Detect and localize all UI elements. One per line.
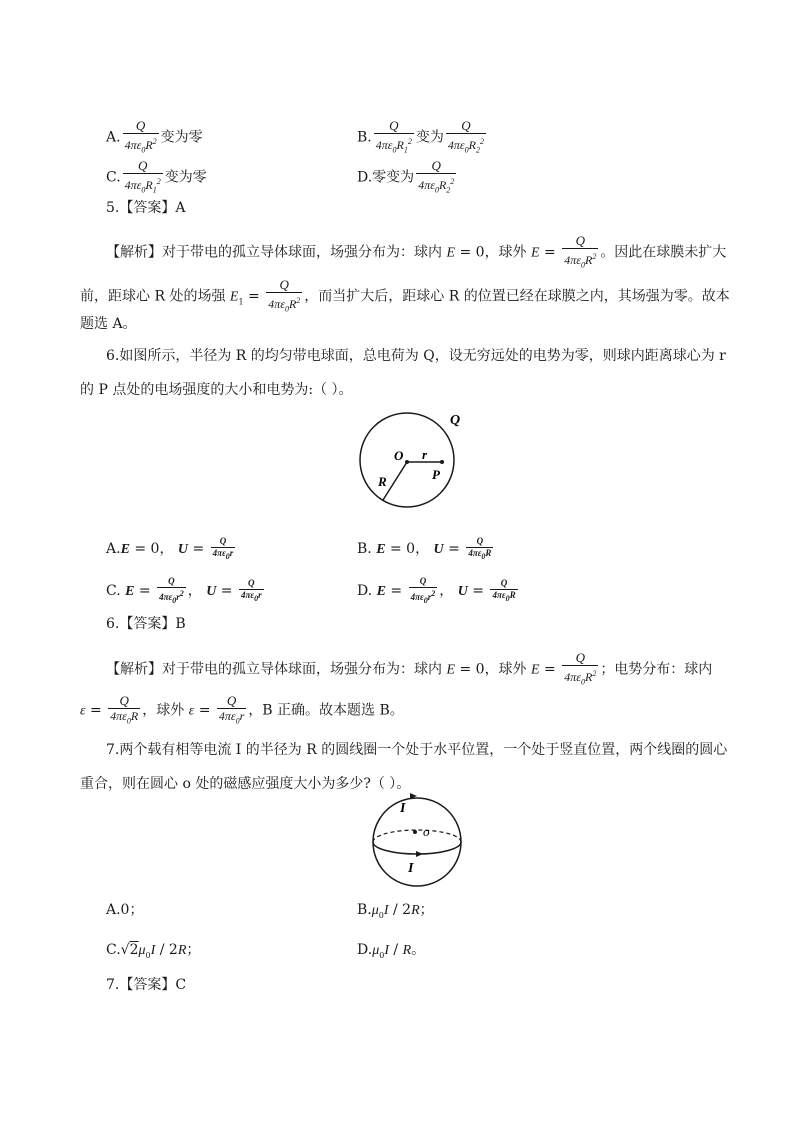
q6-option-b: B. E = 0， U = $\frac{Q}{4\pi\varepsilon_0R}$ — [357, 536, 492, 561]
q5-analysis-line-3: 题选 A。 — [80, 316, 137, 332]
q6-option-a: A.E = 0， U = $\frac{Q}{4\pi\varepsilon_0r}$ — [106, 536, 234, 561]
q6-option-c: C. E = $\frac{Q}{4\pi\varepsilon_0r^2}$ ， U = $\frac{Q}{4\pi\varepsilon_0r}$ — [106, 576, 262, 605]
horizontal-coil-back — [373, 830, 461, 842]
q7-option-d: $D.\mu_0I$ / R。 — [357, 942, 426, 960]
q6-analysis-line-2: ε = $\frac{Q}{4\pi\varepsilon_0R}$ ，球外 ε = $\frac{Q}{4\pi\varepsilon_0r}$ ，B 正确。故本题选 B。 — [80, 693, 404, 728]
q6-analysis-line-1: 【解析】对于带电的孤立导体球面，场强分布为：球内 E = 0，球外 E = $\frac{Q}{4\pi\varepsilon_0R^2}$ ；电势分布：球内 — [106, 650, 712, 689]
q7-option-b: $B.\mu_0I / 2R$； — [357, 902, 434, 920]
q5-option-b: B. $\frac{Q}{4\pi\varepsilon_0R_1^2}$ 变为 $\frac{Q}{4\pi\varepsilon_0R_2^2}$ — [357, 118, 488, 157]
i-top-label: I — [400, 801, 406, 816]
q5-option-c: C. $\frac{Q}{4\pi\varepsilon_0R_1^2}$ 变为零 — [106, 158, 207, 197]
current-arrow-bottom — [416, 851, 423, 857]
q5-option-d: D.零变为 $\frac{Q}{4\pi\varepsilon_0R_2^2}$ — [357, 158, 458, 197]
q5-analysis-line-1: 【解析】对于带电的孤立导体球面，场强分布为：球内 E = 0，球外 E = $\frac{Q}{4\pi\varepsilon_0R^2}$ 。因此在球膜未扩大 — [106, 233, 726, 272]
point-p-dot — [440, 460, 444, 464]
q7-coils-figure — [362, 792, 472, 892]
p-label: P — [432, 467, 440, 482]
q6-option-d: D. E = $\frac{Q}{4\pi\varepsilon_0r^2}$ ， U = $\frac{Q}{4\pi\varepsilon_0R}$ — [357, 576, 516, 605]
q5-option-a: A. $\frac{Q}{4\pi\varepsilon_0R^2}$ 变为零 — [106, 118, 203, 157]
center-o-dot — [413, 830, 417, 834]
q6-stem-line-1: 6.如图所示，半径为 R 的均匀带电球面，总电荷为 Q，设无穷远处的电势为零，则球内距离球心为 r — [106, 348, 726, 364]
q-label: Q — [450, 413, 461, 428]
q7-answer: 7.【答案】C — [106, 977, 187, 993]
q6-sphere-figure — [350, 402, 480, 522]
q7-stem-line-2: 重合，则在圆心 o 处的磁感应强度大小为多少?（ ）。 — [80, 776, 411, 792]
q6-stem-line-2: 的 P 点处的电场强度的大小和电势为:（ ）。 — [80, 382, 353, 398]
q5-analysis-line-2: 前，距球心 R 处的场强 $E_1$ = $\frac{Q}{4\pi\varepsilon_0R^2}$ ，而当扩大后，距球心 R 的位置已经在球膜之内，其场强为零。故本 — [80, 277, 730, 316]
o-label: O — [394, 448, 404, 463]
q7-option-c: $C.√2\mu_0I / 2R$； — [106, 942, 201, 960]
r-label: r — [422, 447, 428, 462]
q7-stem-line-1: 7.两个载有相等电流 I 的半径为 R 的圆线圈一个处于水平位置，一个处于竖直位置，两个线圈的圆心 — [106, 742, 728, 758]
i-bottom-label: I — [408, 861, 414, 876]
q7-option-a: A.0； — [106, 902, 144, 918]
o-label: o — [423, 824, 430, 839]
vertical-coil — [373, 798, 461, 886]
q6-answer: 6.【答案】B — [106, 616, 186, 632]
big-r-label: R — [378, 474, 387, 489]
q5-answer: 5.【答案】A — [106, 200, 186, 216]
